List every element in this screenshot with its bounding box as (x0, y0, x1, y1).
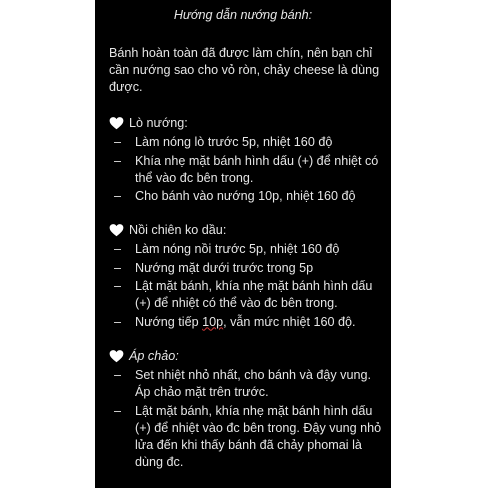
spellcheck-underlined-text: 10p (202, 314, 224, 329)
note-title: Hướng dẫn nướng bánh: (173, 8, 313, 22)
list-item: – Làm nóng lò trước 5p, nhiệt 160 độ (114, 135, 333, 149)
intro-paragraph: Bánh hoàn toàn đã được làm chín, nên bạn chỉ cần nướng sao cho vỏ ròn, chảy cheese là dùng được. (109, 46, 380, 94)
list-item: – Nướng tiếp 10p, vẫn mức nhiệt 160 độ. (114, 314, 356, 329)
section-heading-text: Áp chảo: (129, 349, 179, 363)
list-item: – Nướng mặt dưới trước trong 5p (114, 260, 314, 275)
list-item: – Khía nhẹ mặt bánh hình dấu (+) để nhiệt có thể vào đc bên trong. (114, 153, 379, 185)
section-heading (109, 222, 387, 239)
list-item: – Làm nóng nồi trước 5p, nhiệt 160 độ (114, 242, 340, 256)
section-air-fryer (109, 222, 387, 332)
section-heading-text: Nồi chiên ko dầu: (129, 223, 227, 237)
section-oven (109, 115, 387, 207)
list-item: – Set nhiệt nhỏ nhất, cho bánh và đậy vung. Áp chảo mặt trên trước. (114, 368, 371, 399)
notes-screen (95, 0, 391, 488)
section-heading-text: Lò nướng: (129, 116, 188, 130)
section-heading (109, 115, 387, 132)
heart-icon (109, 349, 124, 363)
section-heading (109, 348, 387, 365)
heart-icon (109, 116, 124, 130)
section-pan (109, 348, 387, 472)
list-item: – Lật mặt bánh, khía nhẹ mặt bánh hình dấu (+) để nhiệt vào đc bên trong. Đậy vung nhỏ lửa đến khi thấy bánh đã chảy phomai là dùng đc. (114, 403, 382, 469)
list-item: – Cho bánh vào nướng 10p, nhiệt 160 độ (114, 189, 356, 203)
heart-icon (109, 223, 124, 237)
list-item: – Lật mặt bánh, khía nhẹ mặt bánh hình dấu (+) để nhiệt có thể vào đc bên trong. (114, 279, 373, 310)
